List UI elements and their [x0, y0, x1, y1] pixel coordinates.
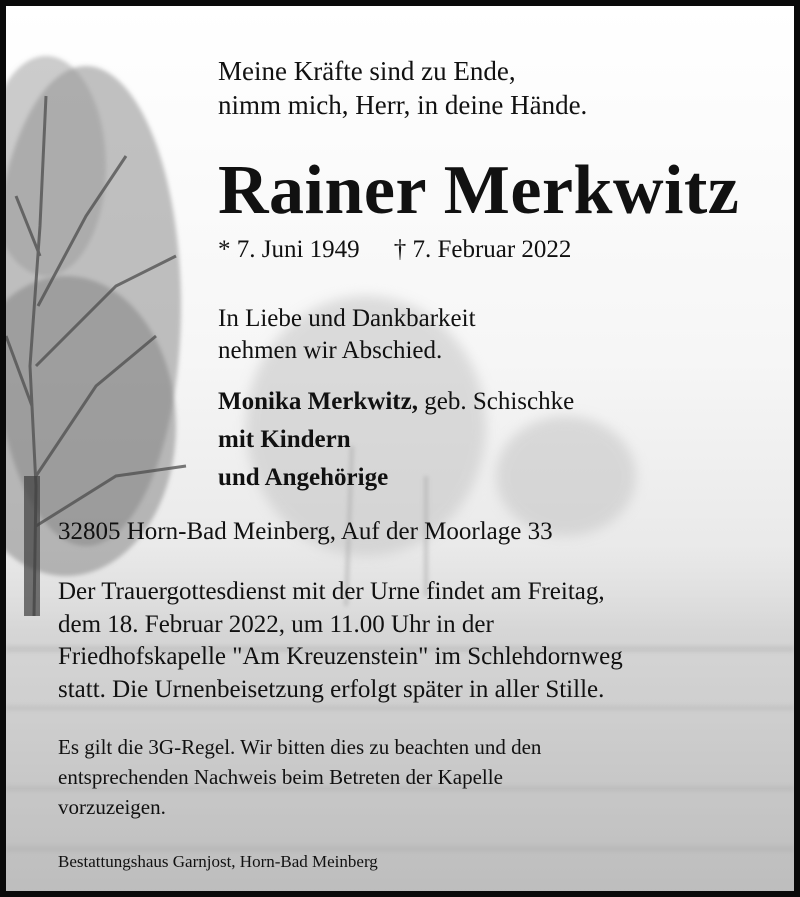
undertaker: Bestattungshaus Garnjost, Horn-Bad Meinberg [58, 852, 378, 871]
farewell-line-2: nehmen wir Abschied. [218, 337, 443, 364]
birth-date: * 7. Juni 1949 [218, 236, 360, 263]
mourner-name: Monika Merkwitz, [218, 388, 418, 415]
mourner-maiden-name: geb. Schischke [417, 388, 575, 415]
farewell-text [218, 303, 476, 367]
notice-line-3: vorzuzeigen. [58, 795, 166, 819]
notice-line-1: Es gilt die 3G-Regel. Wir bitten dies zu beachten und den [58, 735, 542, 759]
service-line-1: Der Trauergottesdienst mit der Urne findet am Freitag, [58, 578, 605, 605]
mourners [218, 383, 574, 497]
death-date: † 7. Februar 2022 [393, 236, 572, 263]
service-line-2: dem 18. Februar 2022, um 11.00 Uhr in der [58, 610, 494, 638]
service-details [58, 576, 623, 706]
covid-notice [58, 732, 541, 822]
verse-line-1: Meine Kräfte sind zu Ende, [218, 56, 516, 86]
farewell-line-1: In Liebe und Dankbarkeit [218, 305, 476, 332]
mourner-line-3: und Angehörige [218, 464, 389, 491]
verse [218, 54, 587, 122]
service-line-3: Friedhofskapelle "Am Kreuzenstein" im Schlehdornweg [58, 643, 623, 670]
notice-line-2: entsprechenden Nachweis beim Betreten der Kapelle [58, 765, 503, 789]
life-dates [218, 234, 571, 266]
address: 32805 Horn-Bad Meinberg, Auf der Moorlage 33 [58, 518, 553, 545]
service-line-4: statt. Die Urnenbeisetzung erfolgt später in aller Stille. [58, 675, 605, 703]
mourner-line-1 [218, 383, 574, 421]
mourner-line-2: mit Kindern [218, 426, 351, 453]
verse-line-2: nimm mich, Herr, in deine Hände. [218, 90, 588, 120]
deceased-name: Rainer Merkwitz [218, 152, 740, 229]
